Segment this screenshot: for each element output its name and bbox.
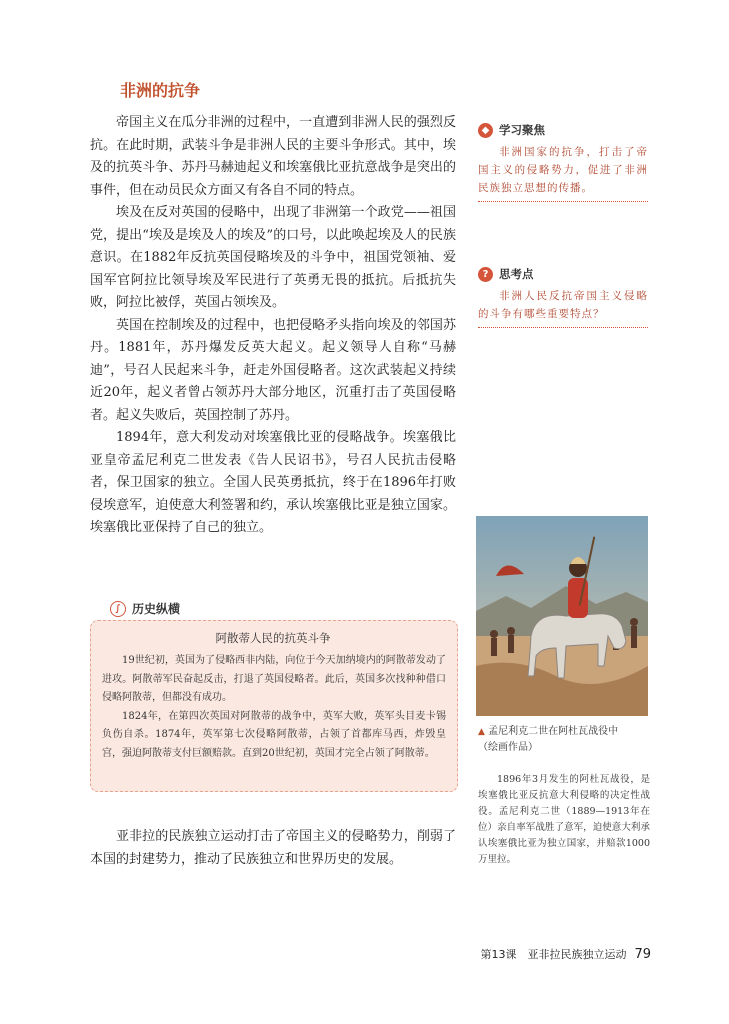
caption-line: 孟尼利克二世在阿杜瓦战役中: [488, 726, 619, 737]
paragraph: 1894年，意大利发动对埃塞俄比亚的侵略战争。埃塞俄比亚皇帝孟尼利克二世发表《告人民诏书》，号召人民抗击侵略者，保卫国家的独立。全国人民英勇抵抗，终于在1896年打败侵埃意军，迫使意大利签署和约，承认埃塞俄比亚是独立国家。埃塞俄比亚保持了自己的独立。: [90, 430, 456, 535]
section-title: 非洲的抗争: [120, 81, 201, 100]
thinking-point-heading: 思考点: [499, 267, 534, 281]
thinking-point-text: 非洲人民反抗帝国主义侵略的斗争有哪些重要特点？: [478, 290, 648, 320]
painting-illustration: [476, 516, 648, 716]
history-horizon-label: [104, 600, 186, 617]
focus-icon: ◆: [478, 123, 493, 138]
history-icon: ∫: [110, 601, 126, 617]
page-footer: [480, 946, 651, 962]
figure-note: 1896年3月发生的阿杜瓦战役，是埃塞俄比亚反抗意大利侵略的决定性战役。孟尼利克二世（1889—1913年在位）亲自率军战胜了意军，迫使意大利承认埃塞俄比亚为独立国家，并赔款1000万里拉。: [478, 774, 650, 865]
paragraph: 19世纪初，英国为了侵略西非内陆，向位于今天加纳境内的阿散蒂发动了进攻。阿散蒂军民奋起反击，打退了英国侵略者。此后，英国多次找种种借口侵略阿散蒂，但都没有成功。: [102, 655, 446, 703]
divider: [478, 201, 648, 202]
closing-text: [90, 826, 456, 871]
paragraph: 1824年，在第四次英国对阿散蒂的战争中，英军大败，英军头目麦卡锡负伤自杀。1874年，英军第七次侵略阿散蒂，占领了首都库马西，炸毁皇宫，强迫阿散蒂支付巨额赔款。直到20世纪初，英国才完全占领了阿散蒂。: [102, 710, 446, 759]
paragraph: 埃及在反对英国的侵略中，出现了非洲第一个政党——祖国党，提出“埃及是埃及人的埃及”的口号，以此唤起埃及人的民族意识。在1882年反抗英国侵略埃及的斗争中，祖国党领袖、爱国军官阿拉比领导埃及军民进行了英勇无畏的抵抗。后抵抗失败，阿拉比被俘，英国占领埃及。: [90, 205, 456, 310]
question-icon: ?: [478, 267, 493, 282]
triangle-icon: ▲: [478, 727, 485, 737]
history-horizon-body: [102, 652, 446, 763]
paragraph: 亚非拉的民族独立运动打击了帝国主义的侵略势力，削弱了本国的封建势力，推动了民族独立和世界历史的发展。: [90, 829, 456, 867]
painting-menelik-adwa: [476, 516, 648, 716]
learning-focus-text: 非洲国家的抗争，打击了帝国主义的侵略势力，促进了非洲民族独立思想的传播。: [478, 146, 648, 194]
page-number: 79: [634, 947, 651, 962]
lesson-title: 第13课 亚非拉民族独立运动: [480, 948, 627, 961]
main-text: [90, 112, 456, 540]
paragraph: 英国在控制埃及的过程中，也把侵略矛头指向埃及的邻国苏丹。1881年，苏丹爆发反英大起义。起义领导人自称“马赫迪”，号召人民起来斗争，赶走外国侵略者。这次武装起义持续近20年，起义者曾占领苏丹大部分地区，沉重打击了英国侵略者。起义失败后，英国控制了苏丹。: [90, 317, 456, 423]
learning-focus-heading: 学习聚焦: [499, 123, 545, 137]
divider: [478, 327, 648, 328]
thinking-point-box: [478, 266, 648, 328]
learning-focus-box: [478, 122, 648, 202]
figure-caption: [478, 724, 652, 755]
history-horizon-heading: 历史纵横: [132, 602, 181, 616]
history-horizon-title: 阿散蒂人民的抗英斗争: [215, 631, 331, 645]
caption-line: （绘画作品）: [478, 742, 538, 753]
paragraph: 帝国主义在瓜分非洲的过程中，一直遭到非洲人民的强烈反抗。在此时期，武装斗争是非洲人民的主要斗争形式。其中，埃及的抗英斗争、苏丹马赫迪起义和埃塞俄比亚抗意战争是突出的事件，但在动员民众方面又有各自不同的特点。: [90, 115, 456, 198]
